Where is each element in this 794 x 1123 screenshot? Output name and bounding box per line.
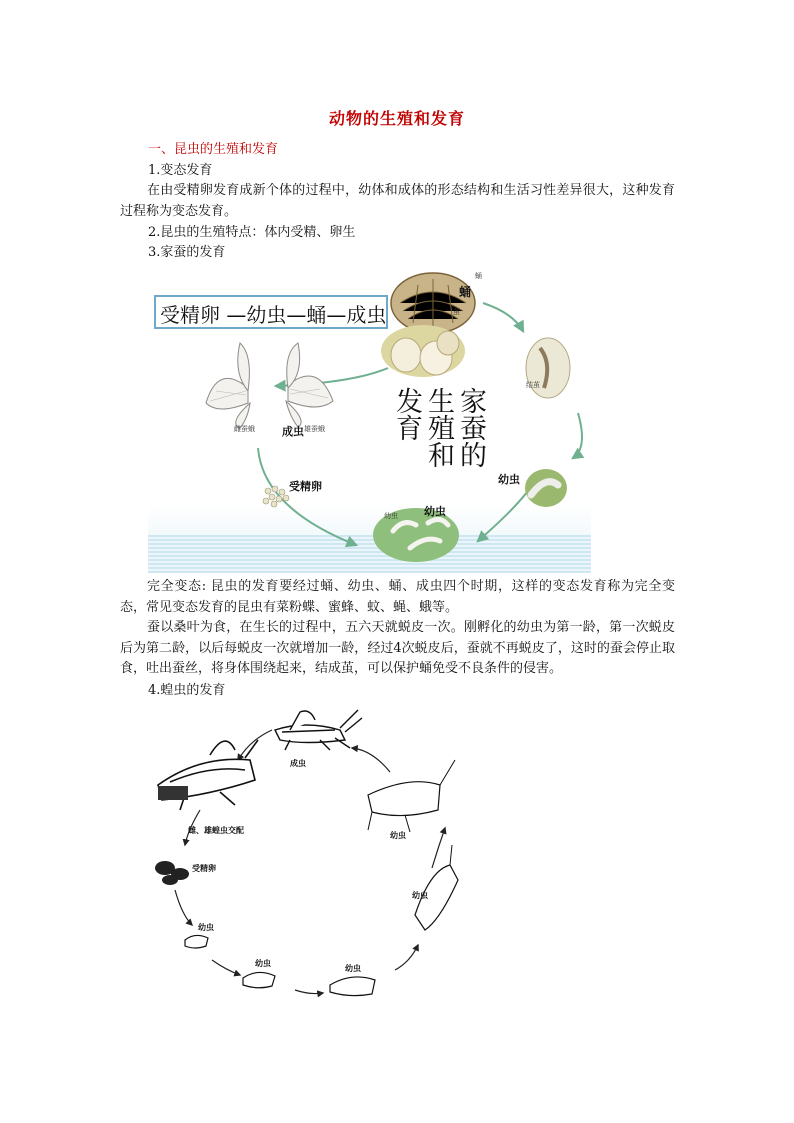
- larva-right-label: 幼虫: [498, 473, 520, 486]
- locust-nymph-label-3: 幼虫: [345, 964, 361, 973]
- item1-heading: 1.变态发育: [148, 163, 213, 178]
- egg-label: 受精卵: [289, 480, 322, 493]
- pupa-label: 蛹: [459, 285, 472, 299]
- page-title: 动物的生殖和发育: [328, 109, 465, 128]
- locust-mating-label: 雌、雄蝗虫交配: [188, 826, 244, 835]
- item1-body: 在由受精卵发育成新个体的过程中，幼体和成体的形态结构和生活习性差异很大，这种发育过程称为变态发育。: [120, 183, 675, 219]
- locust-nymph-label-5: 幼虫: [390, 831, 406, 840]
- section-heading: 一、昆虫的生殖和发育: [148, 142, 279, 157]
- larva-small-label: 幼虫: [384, 512, 398, 520]
- center-title: 家蚕的生殖和发育: [391, 387, 486, 468]
- male-moth-label: 雄蚕蛾: [304, 425, 325, 433]
- locust-egg-label: 受精卵: [192, 864, 216, 873]
- item2-line: 2.昆虫的生殖特点：体内受精、卵生: [148, 225, 356, 240]
- female-moth-label: 雌蚕蛾: [234, 425, 255, 433]
- locust-nymph-label-2: 幼虫: [255, 959, 271, 968]
- locust-cycle-illustration: [140, 700, 480, 1010]
- locust-nymph-label-1: 幼虫: [198, 923, 214, 932]
- larva-bottom-label: 幼虫: [424, 505, 446, 518]
- item3-heading: 3.家蚕的发育: [148, 245, 226, 260]
- complete-metamorphosis-term: 完全变态: [147, 579, 202, 594]
- locust-lifecycle-figure: [140, 700, 480, 1010]
- silkworm-paragraph: 蚕以桑叶为食，在生长的过程中，五六天就蜕皮一次。刚孵化的幼虫为第一龄，第一次蜕皮后为第二龄，以后每蜕皮一次就增加一龄，经过4次蜕皮后，蚕就不再蜕皮了，这时的蚕会停止取食，吐出蚕丝，将身体围绕起来，结成茧，可以保护蛹免受不良条件的侵害。: [120, 620, 675, 676]
- complete-metamorphosis-body: : 昆虫的发育要经过蛹、幼虫、蛹、成虫四个时期，这样的变态发育称为完全变态，常见变态发育的昆虫有菜粉蝶、蜜蜂、蚊、蝇、蛾等。: [120, 579, 675, 615]
- adult-label: 成虫: [282, 425, 304, 438]
- sequence-text: 受精卵 —幼虫—蛹—成虫: [160, 303, 387, 327]
- locust-adult-label: 成虫: [290, 759, 306, 768]
- locust-nymph-label-4: 幼虫: [412, 891, 428, 900]
- pupa-small-label: 蛹: [475, 272, 482, 280]
- item4-heading: 4.蝗虫的发育: [148, 683, 226, 698]
- cocoon-label: 茧: [453, 308, 460, 316]
- complete-metamorphosis-paragraph: [120, 577, 675, 618]
- silkworm-lifecycle-figure: [148, 263, 591, 573]
- spinning-label: 结茧: [526, 381, 540, 389]
